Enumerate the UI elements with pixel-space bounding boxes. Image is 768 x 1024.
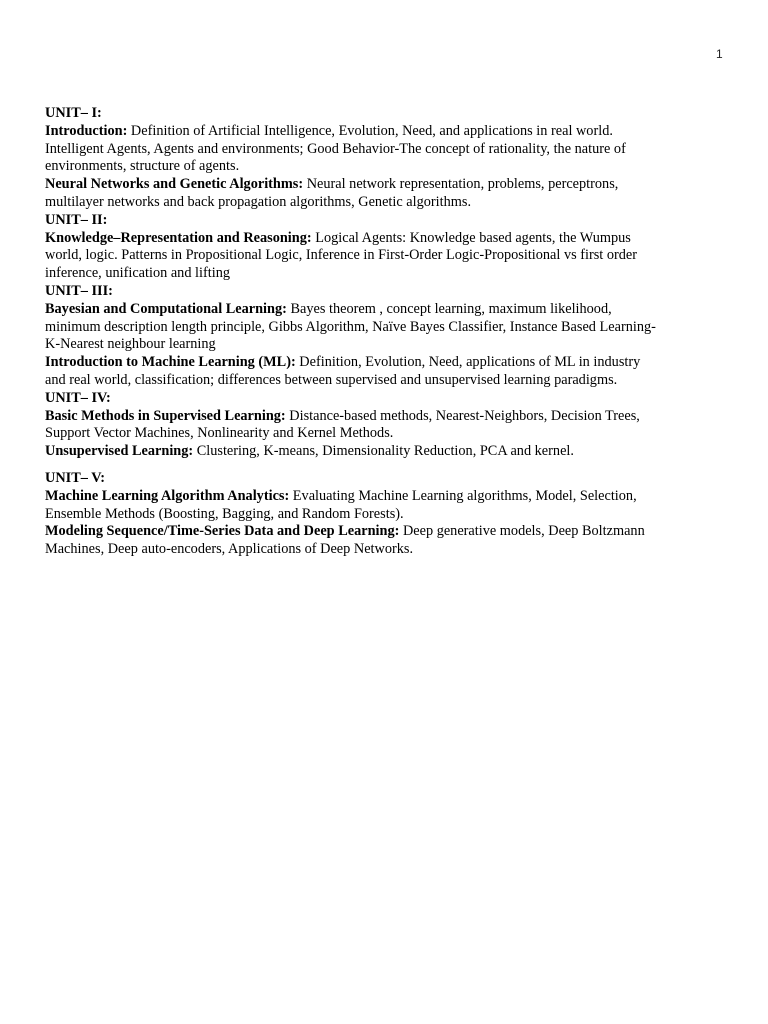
section-title: Machine Learning Algorithm Analytics: bbox=[45, 487, 290, 504]
page-number: 1 bbox=[716, 47, 723, 61]
section-title: Basic Methods in Supervised Learning: bbox=[45, 407, 286, 424]
unit-3-heading: UNIT– III: bbox=[45, 282, 113, 299]
section-text: Definition, Evolution, Need, applications of ML in industry and real world, classification; differences between supervised and unsupervised learning paradigms. bbox=[45, 354, 641, 388]
section-title: Neural Networks and Genetic Algorithms: bbox=[45, 176, 304, 193]
syllabus-content bbox=[45, 105, 660, 559]
section-title: Knowledge–Representation and Reasoning: bbox=[45, 229, 312, 246]
unit-4-heading: UNIT– IV: bbox=[45, 389, 111, 406]
unit-5-heading: UNIT– V: bbox=[45, 469, 105, 486]
section-title: Modeling Sequence/Time-Series Data and Deep Learning: bbox=[45, 523, 400, 540]
section-text: Distance-based methods, Nearest-Neighbors, Decision Trees, Support Vector Machines, Nonlinearity and Kernel Methods. bbox=[45, 407, 640, 442]
unit-1-section-introduction bbox=[45, 123, 660, 176]
unit-2-heading: UNIT– II: bbox=[45, 211, 108, 228]
section-title: Introduction to Machine Learning (ML): bbox=[45, 354, 296, 371]
section-title: Bayesian and Computational Learning: bbox=[45, 300, 287, 317]
section-text: Clustering, K-means, Dimensionality Reduction, PCA and kernel. bbox=[193, 443, 574, 460]
unit-1-section-neural-networks bbox=[45, 176, 660, 212]
unit-2-section-knowledge-representation bbox=[45, 230, 660, 283]
unit-5-section-deep-learning bbox=[45, 523, 660, 559]
unit-4-section-supervised-learning bbox=[45, 408, 660, 444]
unit-3-section-bayesian-learning bbox=[45, 301, 660, 354]
section-text: Definition of Artificial Intelligence, Evolution, Need, and applications in real world. Intelligent Agents, Agents and environments; Good Behavior-The concept of rationality, the nature of environments, structure of agents. bbox=[45, 122, 626, 175]
unit-1-heading: UNIT– I: bbox=[45, 105, 102, 121]
section-text: Evaluating Machine Learning algorithms, Model, Selection, Ensemble Methods (Boosting, Bagging, and Random Forests). bbox=[45, 487, 637, 522]
section-text: Deep generative models, Deep Boltzmann Machines, Deep auto-encoders, Applications of Deep Networks. bbox=[45, 523, 645, 558]
section-text: Logical Agents: Knowledge based agents, the Wumpus world, logic. Patterns in Propositional Logic, Inference in First-Order Logic-Propositional vs first order inference, unification and lifting bbox=[45, 229, 638, 282]
section-text: Neural network representation, problems, perceptrons, multilayer networks and back propagation algorithms, Genetic algorithms. bbox=[45, 176, 619, 210]
unit-5-section-algorithm-analytics bbox=[45, 488, 660, 524]
unit-4-section-unsupervised-learning bbox=[45, 443, 660, 461]
section-text: Bayes theorem , concept learning, maximum likelihood, minimum description length principle, Gibbs Algorithm, Naïve Bayes Classifier, Instance Based Learning- K-Nearest neighbour learning bbox=[45, 300, 656, 353]
section-title: Introduction: bbox=[45, 122, 128, 139]
unit-3-section-intro-ml bbox=[45, 354, 660, 390]
section-title: Unsupervised Learning: bbox=[45, 443, 194, 460]
